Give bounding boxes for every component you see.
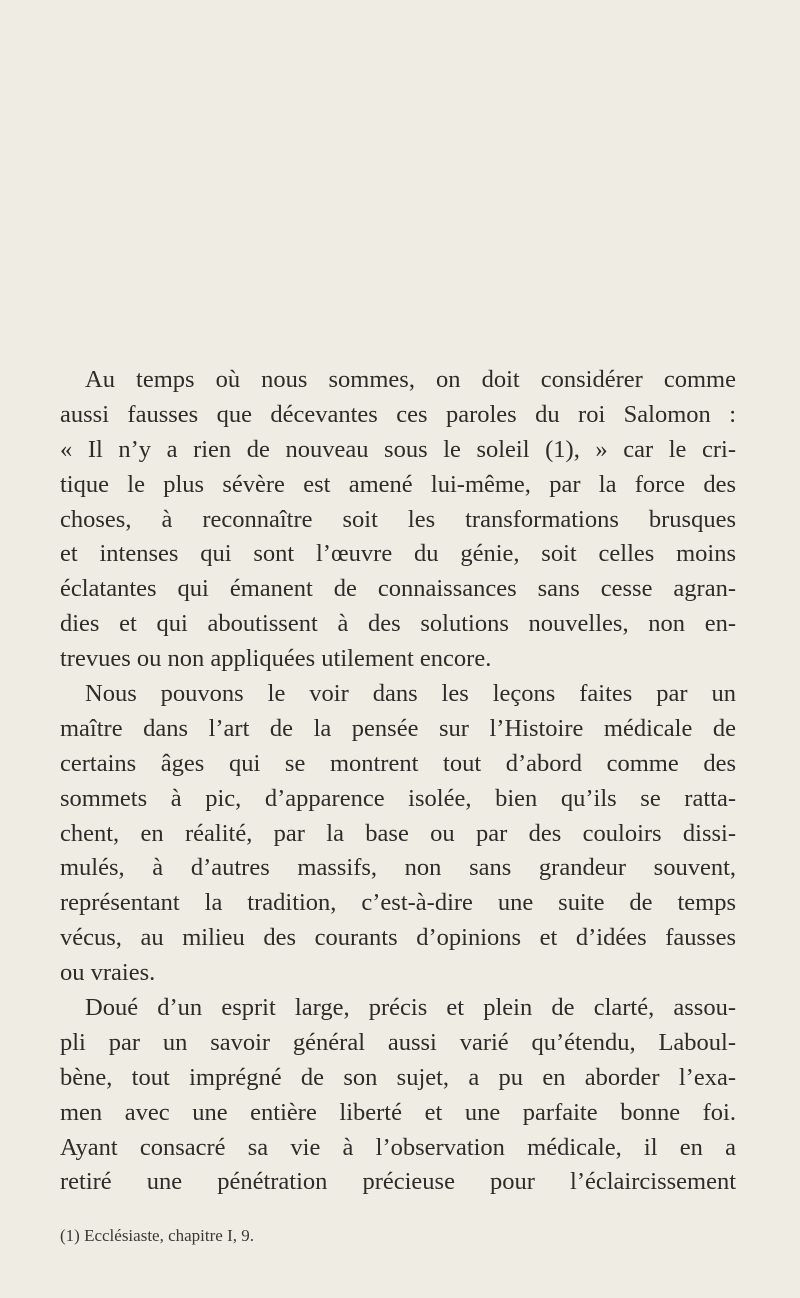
text-line: retiré une pénétration précieuse pour l’éclaircissement — [60, 1168, 736, 1196]
text-line: représentant la tradition, c’est-à-dire une suite de temps — [60, 889, 736, 917]
text-line: maître dans l’art de la pensée sur l’Histoire médicale de — [60, 714, 736, 742]
text-line: Ayant consacré sa vie à l’observation médicale, il en a — [60, 1133, 736, 1161]
text-line: tique le plus sévère est amené lui-même, par la force des — [60, 470, 736, 498]
text-line: mulés, à d’autres massifs, non sans grandeur souvent, — [60, 854, 736, 882]
text-line: ou vraies. — [60, 959, 156, 987]
text-line: Nous pouvons le voir dans les leçons faites par un — [85, 680, 736, 708]
text-line: trevues ou non appliquées utilement encore. — [60, 645, 492, 673]
text-line: chent, en réalité, par la base ou par des couloirs dissi- — [60, 819, 736, 847]
text-line: Doué d’un esprit large, précis et plein de clarté, assou- — [85, 994, 736, 1022]
body-text — [60, 363, 736, 1200]
text-line: pli par un savoir général aussi varié qu’étendu, Laboul- — [60, 1028, 736, 1056]
text-line: et intenses qui sont l’œuvre du génie, soit celles moins — [60, 540, 736, 568]
text-line: sommets à pic, d’apparence isolée, bien qu’ils se ratta- — [60, 784, 736, 812]
text-line: « Il n’y a rien de nouveau sous le soleil (1), » car le cri- — [60, 435, 736, 463]
text-line: aussi fausses que décevantes ces paroles du roi Salomon : — [60, 400, 736, 428]
text-line: vécus, au milieu des courants d’opinions et d’idées fausses — [60, 924, 736, 952]
text-line: men avec une entière liberté et une parfaite bonne foi. — [60, 1098, 736, 1126]
text-line: certains âges qui se montrent tout d’abord comme des — [60, 749, 736, 777]
text-line: choses, à reconnaître soit les transformations brusques — [60, 505, 736, 533]
text-line: éclatantes qui émanent de connaissances sans cesse agran- — [60, 575, 736, 603]
text-line: dies et qui aboutissent à des solutions nouvelles, non en- — [60, 610, 736, 638]
footnote: (1) Ecclésiaste, chapitre I, 9. — [60, 1226, 254, 1245]
text-line: bène, tout imprégné de son sujet, a pu en aborder l’exa- — [60, 1063, 736, 1091]
text-line: Au temps où nous sommes, on doit considérer comme — [85, 366, 736, 393]
